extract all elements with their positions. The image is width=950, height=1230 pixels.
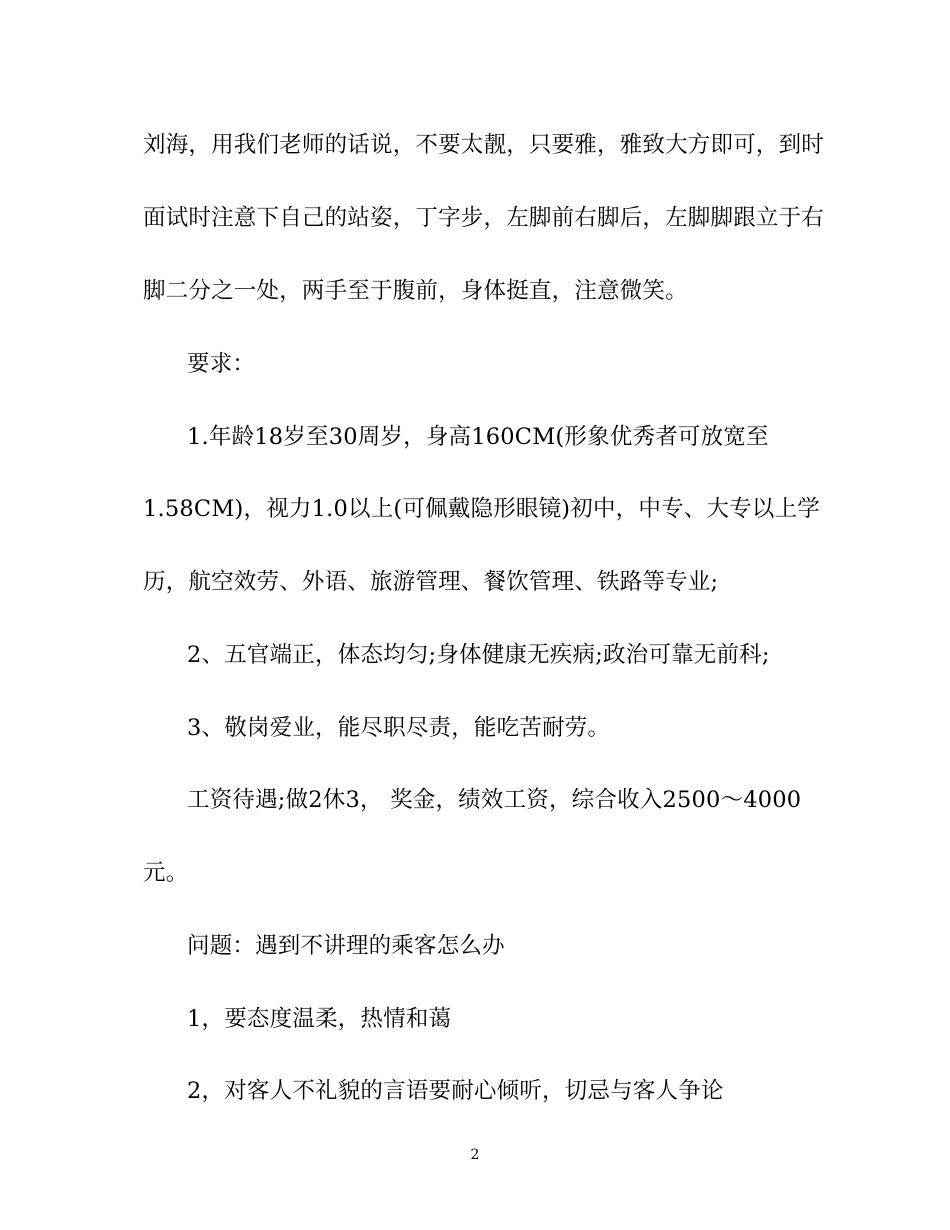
page-number: 2 <box>470 1147 480 1163</box>
text-line: 工资待遇;做2休3， 奖金，绩效工资，综合收入2500～4000 <box>187 787 802 813</box>
text-line: 刘海，用我们老师的话说，不要太靓，只要雅，雅致大方即可，到时 <box>143 132 825 158</box>
text-line: 1，要态度温柔，热情和蔼 <box>187 1006 452 1032</box>
text-line: 历，航空效劳、外语、旅游管理、餐饮管理、铁路等专业; <box>143 569 719 595</box>
text-line: 元。 <box>143 860 189 886</box>
text-line: 2，对客人不礼貌的言语要耐心倾听，切忌与客人争论 <box>187 1078 724 1104</box>
text-line: 2、五官端正，体态均匀;身体健康无疾病;政治可靠无前科; <box>187 642 770 668</box>
text-line: 1.58CM)，视力1.0以上(可佩戴隐形眼镜)初中，中专、大专以上学 <box>143 496 820 522</box>
text-line: 问题：遇到不讲理的乘客怎么办 <box>187 933 505 959</box>
text-line: 1.年龄18岁至30周岁，身高160CM(形象优秀者可放宽至 <box>187 424 769 450</box>
text-line: 脚二分之一处，两手至于腹前，身体挺直，注意微笑。 <box>143 278 688 304</box>
text-line: 3、敬岗爱业，能尽职尽责，能吃苦耐劳。 <box>187 715 611 741</box>
text-line: 面试时注意下自己的站姿，丁字步，左脚前右脚后，左脚脚跟立于右 <box>143 205 825 231</box>
section-heading: 要求： <box>187 351 256 377</box>
